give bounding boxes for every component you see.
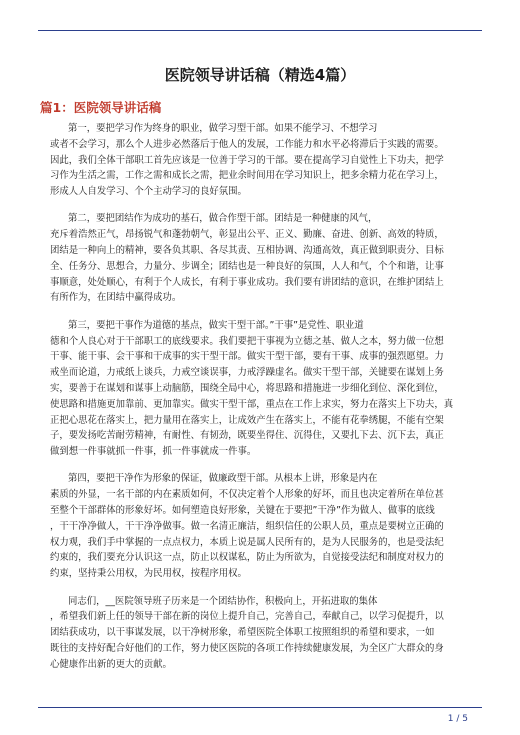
paragraph-line: 因此，我们全体干部职工首先应该是一位善于学习的干部。要在提高学习自觉性上下功夫，把学: [50, 154, 444, 166]
body-paragraph: [50, 211, 482, 306]
paragraph-line: 正把心思花在落实上，把力量用在落实上，让成效产生在落实上，不能有花拳绣腿，不能有空架: [50, 414, 444, 426]
paragraph-line: 德和个人良心对于干部职工的底线要求。我们要把干事视为立德之基、做人之本，努力做一位想: [50, 335, 444, 347]
paragraph-line: 干事、能干事、会干事和干成事的实干型干部。做实干型干部，要有干事、成事的强烈愿望。力: [50, 351, 444, 363]
document-body: [50, 121, 482, 684]
paragraph-line: 同志们，__医院领导班子历来是一个团结协作，积极向上，开拓进取的集体: [68, 595, 378, 607]
paragraph-line: 既往的支持好配合好他们的工作，努力使区医院的各项工作持续健康发展，为全区广大群众的身: [50, 642, 444, 654]
paragraph-line: 做到想一件事就抓一件事，抓一件事就成一件事。: [50, 446, 257, 458]
document-title: 医院领导讲话稿（精选4篇）: [164, 66, 356, 84]
header-rule: [38, 30, 482, 31]
paragraph-line: 约束的，我们要充分认识这一点，防止以权谋私，防止为所欲为，自觉接受法纪和制度对权力的: [50, 552, 444, 564]
paragraph-line: 素质的外显，一名干部的内在素质如何，不仅决定着个人形象的好坏，而且也决定着所在单位甚: [50, 489, 444, 501]
footer-rule: [38, 707, 482, 708]
body-paragraph: [50, 121, 482, 200]
paragraph-line: 有所作为，在团结中赢得成功。: [50, 292, 182, 304]
paragraph-line: 第一，要把学习作为终身的职业，做学习型干部。如果不能学习、不想学习: [68, 123, 378, 134]
paragraph-line: 使思路和措施更加靠前、更加靠实。做实干型干部，重点在工作上求实，努力在落实上下功夫，真: [50, 398, 454, 410]
paragraph-line: 第三，要把干事作为道德的基点，做实干型干部。”干事”是党性、职业道: [68, 319, 364, 331]
paragraph-line: 事顺意，处处顺心，有利于个人成长，有利于事业成功。我们要有讲团结的意识，在维护团结上: [50, 276, 444, 288]
body-paragraph: [50, 318, 482, 460]
paragraph-line: 心健康作出新的更大的贡献。: [50, 658, 172, 670]
body-paragraph: [50, 594, 482, 673]
paragraph-line: 第二，要把团结作为成功的基石，做合作型干部。团结是一种健康的风气，: [68, 213, 378, 225]
paragraph-line: 第四，要把干净作为形象的保证，做廉政型干部。从根本上讲，形象是内在: [68, 473, 378, 485]
paragraph-line: 团结是一种向上的精神，要各负其职、各尽其责、互相协调、沟通高效，真正做到职责分、目标: [50, 245, 444, 257]
paragraph-line: 或者不会学习，那么个人进步必然落后于他人的发展，工作能力和水平必将滞后于实践的需要。: [50, 138, 444, 150]
paragraph-line: 至整个干部群体的形象好坏。如何塑造良好形象，关键在于要把”干净”作为做人、做事的底线: [50, 505, 435, 517]
paragraph-line: 充斥着浩然正气，昂扬锐气和蓬勃朝气，彰显出公平、正义、勤廉、奋进、创新、高效的特质，: [50, 229, 444, 241]
paragraph-line: ，希望我们新上任的领导干部在新的岗位上提升自己，完善自己，奉献自己，以学习促提升，以: [50, 611, 444, 623]
paragraph-line: 团结获成功，以干事谋发展，以干净树形象，希望医院全体职工按照组织的希望和要求，一如: [50, 627, 435, 639]
paragraph-line: 戒坐而论道，力戒纸上谈兵，力戒空谈误事，力戒浮躁虚名。做实干型干部，关键要在谋划上务: [50, 367, 444, 379]
paragraph-line: 实，要善于在谋划和谋事上动脑筋，围绕全局中心，将思路和措施进一步细化到位、深化到位，: [50, 382, 444, 394]
body-paragraph: [50, 471, 482, 582]
paragraph-line: 约束，坚持秉公用权，为民用权，按程序用权。: [50, 568, 247, 580]
section-heading: 篇1：医院领导讲话稿: [40, 100, 162, 115]
paragraph-line: 形成人人自发学习、个个主动学习的良好氛围。: [50, 186, 247, 198]
paragraph-line: 权力观，我们手中掌握的一点点权力，本质上说是属人民所有的，是为人民服务的，也是受法纪: [50, 536, 444, 548]
paragraph-line: 子，要发扬吃苦耐劳精神，有耐性、有韧劲，既要坐得住、沉得住，又要扎下去、沉下去，真正: [50, 430, 444, 442]
paragraph-line: 全、任务分、思想合，力量分、步调全；团结也是一种良好的氛围，人人和气，个个和谐，让事: [50, 260, 444, 272]
paragraph-line: 习作为生活之需，工作之需和成长之需，把业余时间用在学习知识上，把多余精力花在学习上，: [50, 170, 444, 182]
page-number: 1 / 5: [447, 714, 468, 724]
paragraph-line: ，干干净净做人，干干净净做事。做一名清正廉洁，组织信任的公职人员，重点是要树立正确的: [50, 520, 444, 532]
